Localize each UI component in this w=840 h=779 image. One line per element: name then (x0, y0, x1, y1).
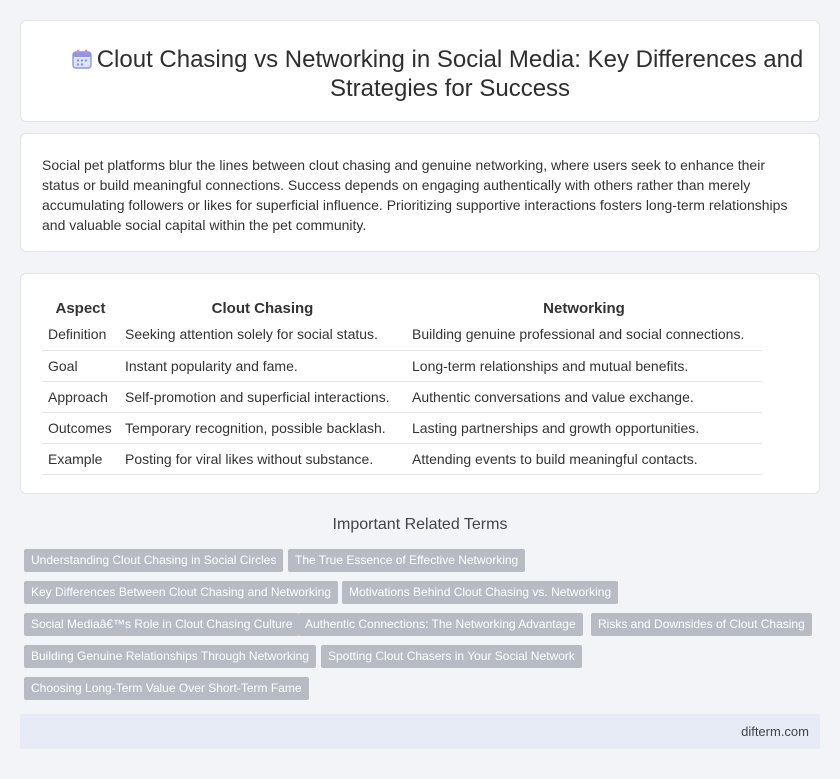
intro-card (20, 133, 820, 252)
table-header-row (42, 295, 762, 319)
row-clout-chasing: Temporary recognition, possible backlash. (119, 412, 406, 443)
page-title: Clout Chasing vs Networking in Social Media: Key Differences and Strategies for Success (96, 46, 804, 102)
related-term-tag[interactable]: Authentic Connections: The Networking Advantage (298, 613, 583, 636)
row-networking: Building genuine professional and social connections. (406, 319, 762, 350)
comparison-card (20, 273, 820, 494)
related-term-tag[interactable]: Understanding Clout Chasing in Social Circles (24, 549, 283, 572)
header-clout-chasing: Clout Chasing (211, 300, 314, 317)
row-aspect: Outcomes (42, 412, 119, 443)
related-term-tag[interactable]: Key Differences Between Clout Chasing and Networking (24, 581, 338, 604)
row-clout-chasing: Instant popularity and fame. (119, 350, 406, 381)
related-term-tag[interactable]: Building Genuine Relationships Through Networking (24, 645, 316, 668)
intro-paragraph: Social pet platforms blur the lines between clout chasing and genuine networking, where users seek to enhance their status or build meaningful connections. Success depends on engaging authentically with others rather than merely accumulating followers or likes for superficial influence. Prioritizing supportive interactions fosters long-term relationships and valuable social capital within the pet community. (42, 157, 788, 233)
row-clout-chasing: Self-promotion and superficial interactions. (119, 381, 406, 412)
row-networking: Long-term relationships and mutual benefits. (406, 350, 762, 381)
footer (20, 714, 820, 749)
row-clout-chasing: Posting for viral likes without substance. (119, 443, 406, 474)
row-aspect: Example (42, 443, 119, 474)
comparison-table (42, 295, 762, 475)
table-row (42, 412, 762, 443)
row-clout-chasing: Seeking attention solely for social status. (119, 319, 406, 350)
row-aspect: Definition (42, 319, 119, 350)
related-term-tag[interactable]: Choosing Long-Term Value Over Short-Term Fame (24, 677, 309, 700)
row-networking: Attending events to build meaningful contacts. (406, 443, 762, 474)
related-term-tag[interactable]: Spotting Clout Chasers in Your Social Network (321, 645, 582, 668)
related-term-tag[interactable]: The True Essence of Effective Networking (288, 549, 525, 572)
row-aspect: Approach (42, 381, 119, 412)
row-networking: Authentic conversations and value exchange. (406, 381, 762, 412)
calendar-icon (71, 48, 93, 70)
table-row (42, 319, 762, 350)
related-term-tag[interactable]: Risks and Downsides of Clout Chasing (591, 613, 812, 636)
title-card (20, 20, 820, 122)
related-terms-heading: Important Related Terms (332, 516, 508, 533)
table-row (42, 443, 762, 474)
header-aspect: Aspect (55, 300, 106, 317)
row-aspect: Goal (42, 350, 119, 381)
related-term-tag[interactable]: Motivations Behind Clout Chasing vs. Networking (342, 581, 618, 604)
related-term-tag[interactable]: Social Mediaâ€™s Role in Clout Chasing Culture (24, 613, 299, 636)
table-row (42, 381, 762, 412)
header-networking: Networking (543, 300, 625, 317)
row-networking: Lasting partnerships and growth opportunities. (406, 412, 762, 443)
table-row (42, 350, 762, 381)
footer-site-link[interactable]: difterm.com (741, 724, 809, 739)
